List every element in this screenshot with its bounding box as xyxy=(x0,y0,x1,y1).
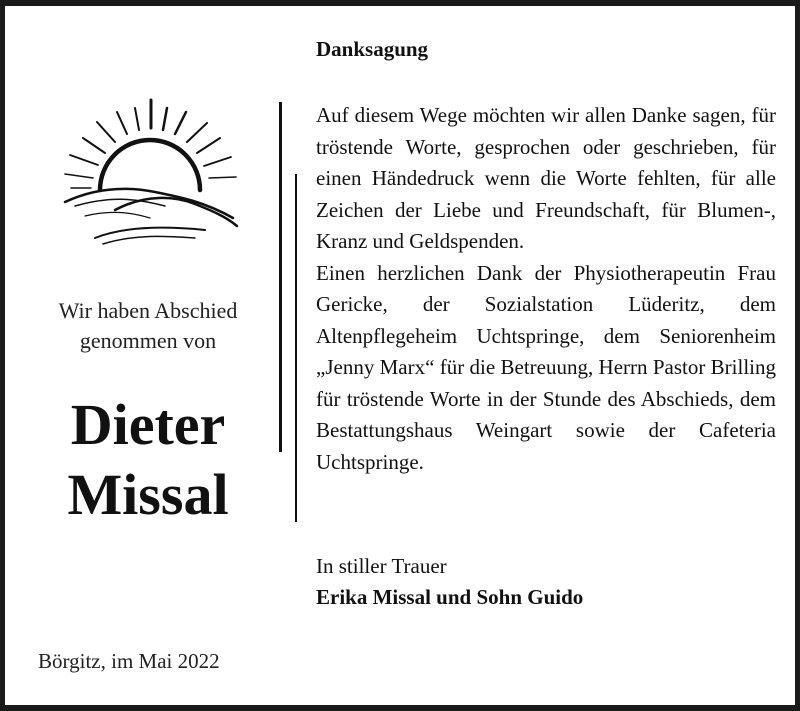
thanks-body xyxy=(316,100,776,478)
divider-line-1 xyxy=(279,102,282,452)
closing-block xyxy=(316,551,583,613)
closing-text: In stiller Trauer xyxy=(316,554,447,578)
thanks-paragraph-2: Einen herzlichen Dank der Physiotherapeutin Frau Gericke, der Sozialstation Lüderitz, dem Altenpflegeheim Uchtspringe, dem Seniorenheim „Jenny Marx“ für die Betreuung, Herrn Pastor Brilling für tröstende Worte in der Stunde des Abschieds, dem Bestattungshaus Weingart sowie der Cafeteria Uchtspringe. xyxy=(316,260,776,474)
farewell-line-2: genommen von xyxy=(79,328,217,353)
obituary-card xyxy=(5,6,795,705)
sunset-over-hills-icon xyxy=(55,98,245,258)
farewell-line-1: Wir haben Abschied xyxy=(58,298,238,323)
deceased-first-name: Dieter xyxy=(70,392,226,457)
deceased-last-name: Missal xyxy=(67,462,229,527)
thanks-heading: Danksagung xyxy=(316,37,429,61)
farewell-text xyxy=(23,296,273,356)
thanks-paragraph-1: Auf diesem Wege möchten wir allen Danke sagen, für tröstende Worte, gesprochen oder geschrieben, für einen Händedruck wenn die Worte fehlten, für alle Zeichen der Liebe und Freundschaft, für Blumen-, Kranz und Geldspenden. xyxy=(316,103,776,253)
place-date: Börgitz, im Mai 2022 xyxy=(38,649,220,673)
signers: Erika Missal und Sohn Guido xyxy=(316,585,584,609)
deceased-name xyxy=(23,390,273,530)
divider-line-2 xyxy=(295,174,297,522)
